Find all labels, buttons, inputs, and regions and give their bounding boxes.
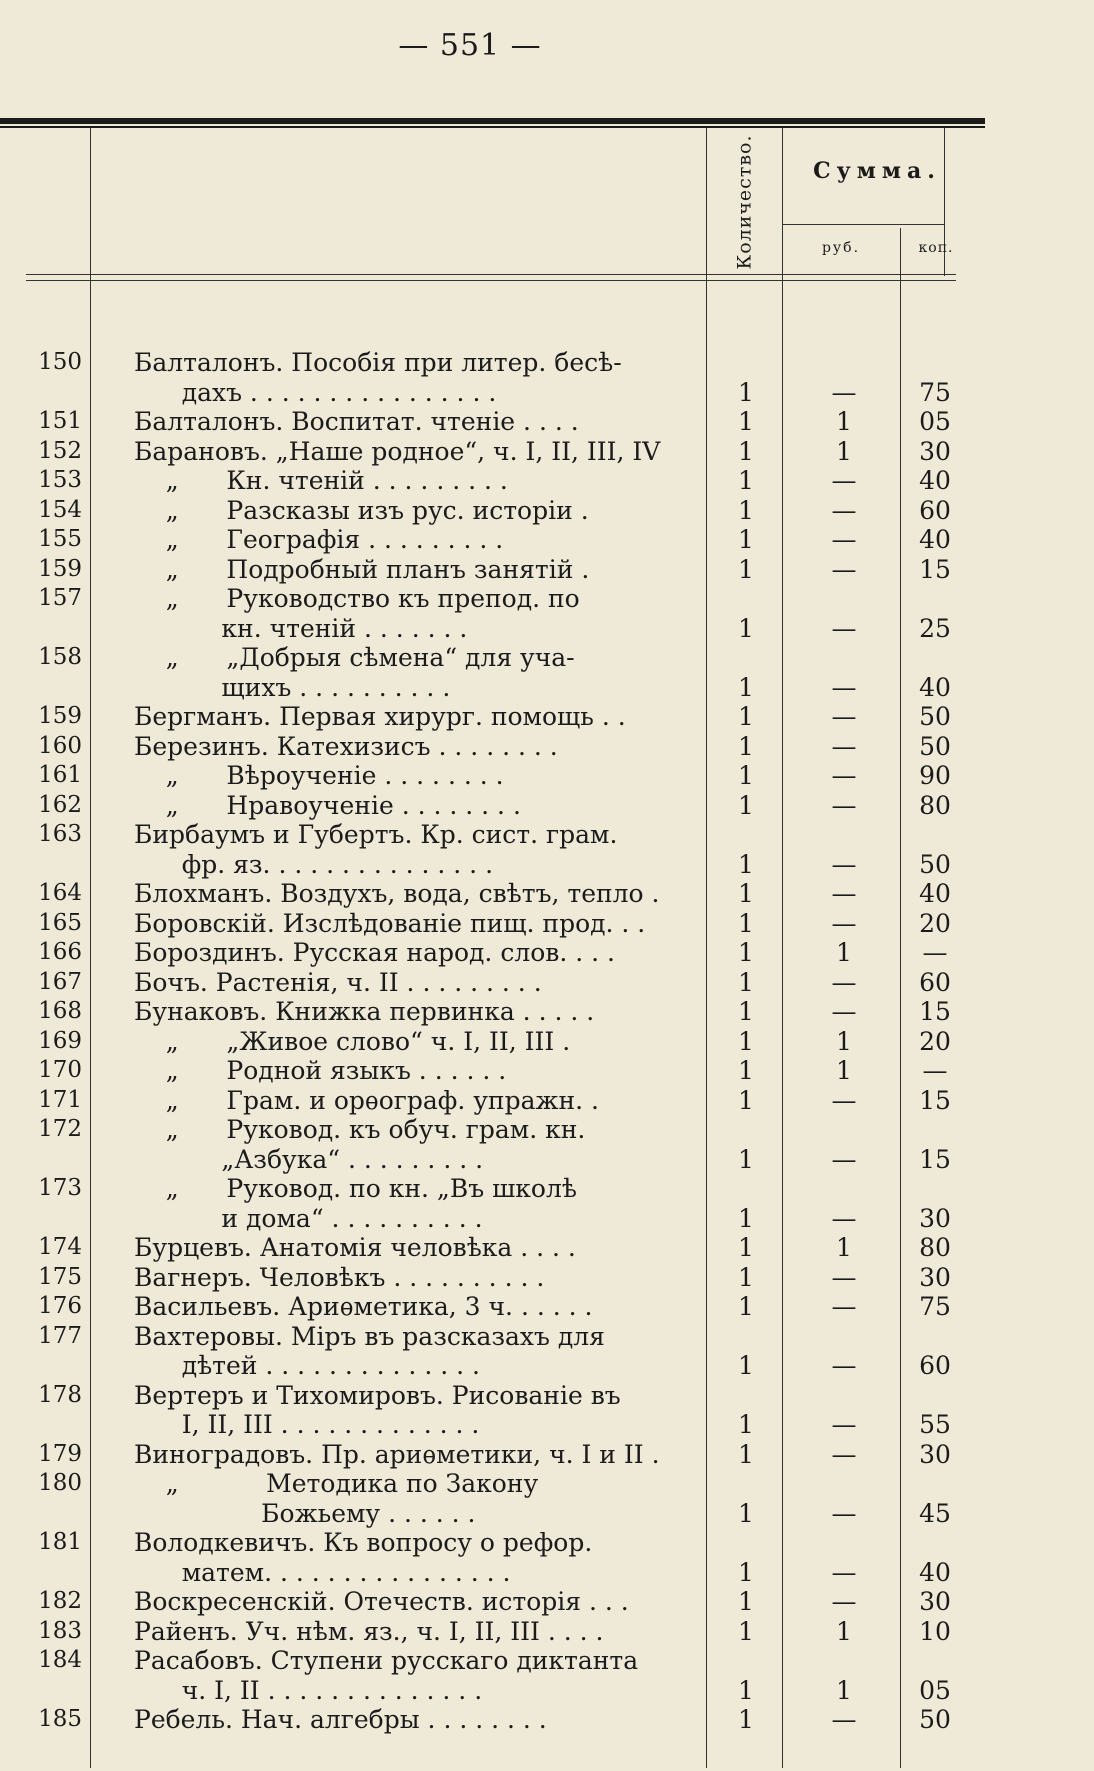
table-row xyxy=(26,1292,986,1322)
row-number: 185 xyxy=(38,1706,82,1732)
quantity-cell: 1 xyxy=(738,1410,754,1439)
row-number: 168 xyxy=(38,998,82,1024)
row-number: 165 xyxy=(38,909,82,936)
book-description: „ Методика по Закону Божьему . . . . . . xyxy=(165,1469,539,1528)
row-number: 162 xyxy=(38,791,82,818)
kop-cell: 75 xyxy=(919,377,951,407)
rub-cell: — xyxy=(831,790,857,820)
quantity-cell: 1 xyxy=(738,1292,754,1321)
row-number: 175 xyxy=(38,1263,82,1290)
rub-cell: — xyxy=(831,1144,857,1174)
book-description: „ Кн. чтеній . . . . . . . . . xyxy=(134,466,508,495)
book-description: „ Грам. и орѳограф. упражн. . xyxy=(134,1085,599,1115)
rub-cell: — xyxy=(831,495,857,525)
table-row xyxy=(26,702,986,732)
table-row xyxy=(26,997,986,1027)
ledger-table xyxy=(26,128,956,1768)
rub-cell: — xyxy=(831,1439,857,1469)
row-number: 171 xyxy=(38,1086,82,1113)
row-number: 173 xyxy=(38,1175,82,1201)
book-description: Барановъ. „Наше родное“, ч. I, II, III, IV xyxy=(134,436,661,466)
kop-cell: 05 xyxy=(919,1675,951,1705)
quantity-cell: 1 xyxy=(738,967,754,997)
row-number: 166 xyxy=(38,939,82,965)
kop-cell: 20 xyxy=(919,908,951,938)
table-row xyxy=(26,1646,986,1705)
table-row xyxy=(26,968,986,998)
quantity-cell: 1 xyxy=(738,466,754,495)
row-number: 178 xyxy=(38,1381,82,1408)
kop-cell: 40 xyxy=(919,672,951,702)
kop-cell: 60 xyxy=(919,967,951,997)
header-sum: Сумма. xyxy=(813,158,941,184)
book-description: Балталонъ. Воспитат. чтеніе . . . . xyxy=(134,407,579,436)
book-description: „ Подробный планъ занятій . xyxy=(134,554,590,584)
row-number: 172 xyxy=(38,1116,82,1142)
row-number: 151 xyxy=(38,408,82,434)
kop-cell: 30 xyxy=(919,436,951,466)
quantity-cell: 1 xyxy=(738,1705,754,1734)
rub-cell: — xyxy=(831,879,857,908)
kop-cell: 10 xyxy=(919,1616,951,1646)
row-number: 164 xyxy=(38,880,82,906)
quantity-cell: 1 xyxy=(738,731,754,761)
quantity-cell: 1 xyxy=(738,1557,754,1587)
table-row xyxy=(26,1174,986,1233)
rub-cell: — xyxy=(831,967,857,997)
book-description: „ Родной языкъ . . . . . . xyxy=(134,1056,507,1085)
row-number: 159 xyxy=(38,703,82,729)
row-number: 177 xyxy=(38,1322,82,1349)
rub-cell: — xyxy=(831,761,857,790)
rub-cell: 1 xyxy=(836,1675,852,1705)
table-row xyxy=(26,791,986,821)
table-row xyxy=(26,496,986,526)
rub-cell: 1 xyxy=(836,938,852,967)
table-row xyxy=(26,761,986,791)
kop-cell: 40 xyxy=(919,525,951,554)
quantity-cell: 1 xyxy=(738,879,754,908)
book-description: „ „Добрыя сѣмена“ для уча- щихъ . . . . . . . . . . xyxy=(165,643,575,702)
row-number: 183 xyxy=(38,1617,82,1644)
table-row xyxy=(26,1115,986,1174)
row-number: 169 xyxy=(38,1027,82,1054)
book-description: „ Руковод. по кн. „Въ школѣ и дома“ . . . . . . . . . . xyxy=(165,1174,577,1233)
table-row xyxy=(26,1263,986,1293)
header-kop: коп. xyxy=(918,240,954,256)
row-number: 167 xyxy=(38,968,82,995)
kop-cell: 30 xyxy=(919,1262,951,1292)
kop-cell: 30 xyxy=(919,1203,951,1233)
book-description: Балталонъ. Пособія при литер. бесѣ- дахъ . . . . . . . . . . . . . . . . xyxy=(134,348,622,407)
book-description: Володкевичъ. Къ вопросу о рефор. матем. . . . . . . . . . . . . . . . xyxy=(134,1528,593,1587)
rub-cell: 1 xyxy=(836,407,852,436)
rub-cell: — xyxy=(831,1587,857,1616)
quantity-cell: 1 xyxy=(738,761,754,790)
top-rule xyxy=(0,118,985,128)
row-number: 152 xyxy=(38,437,82,464)
row-number: 182 xyxy=(38,1588,82,1614)
quantity-cell: 1 xyxy=(738,790,754,820)
book-description: Бергманъ. Первая хирург. помощь . . xyxy=(134,702,626,731)
table-row xyxy=(26,1086,986,1116)
quantity-cell: 1 xyxy=(738,1056,754,1085)
kop-cell: 15 xyxy=(919,1085,951,1115)
row-number: 155 xyxy=(38,526,82,552)
row-number: 170 xyxy=(38,1057,82,1083)
quantity-cell: 1 xyxy=(738,1144,754,1174)
kop-cell: 50 xyxy=(919,702,951,731)
quantity-cell: 1 xyxy=(738,1675,754,1705)
table-row xyxy=(26,1469,986,1528)
quantity-cell: 1 xyxy=(738,1351,754,1380)
kop-cell: 80 xyxy=(919,1233,951,1262)
table-row xyxy=(26,584,986,643)
table-row xyxy=(26,525,986,555)
kop-cell: 30 xyxy=(919,1439,951,1469)
row-number: 153 xyxy=(38,467,82,493)
book-description: Райенъ. Уч. нѣм. яз., ч. I, II, III . . . . xyxy=(134,1616,604,1646)
book-description: „ Географія . . . . . . . . . xyxy=(134,525,504,554)
table-row xyxy=(26,1705,986,1735)
book-description: Расабовъ. Ступени русскаго диктанта ч. I, II . . . . . . . . . . . . . . xyxy=(134,1646,639,1705)
rub-cell: — xyxy=(831,466,857,495)
book-description: Березинъ. Катехизисъ . . . . . . . . xyxy=(134,731,558,761)
kop-cell: 15 xyxy=(919,997,951,1026)
quantity-cell: 1 xyxy=(738,672,754,702)
row-number: 179 xyxy=(38,1440,82,1467)
quantity-cell: 1 xyxy=(738,1203,754,1233)
rub-cell: 1 xyxy=(836,436,852,466)
table-row xyxy=(26,1056,986,1086)
kop-cell: 25 xyxy=(919,613,951,643)
book-description: Вагнеръ. Человѣкъ . . . . . . . . . . xyxy=(134,1262,545,1292)
book-description: Боровскій. Изслѣдованіе пищ. прод. . . xyxy=(134,908,646,938)
book-description: „ Руковод. къ обуч. грам. кн. „Азбука“ . . . . . . . . . xyxy=(165,1115,586,1174)
book-description: Васильевъ. Ариѳметика, 3 ч. . . . . . xyxy=(134,1292,593,1321)
row-number: 154 xyxy=(38,496,82,523)
table-row xyxy=(26,820,986,879)
table-row xyxy=(26,466,986,496)
quantity-cell: 1 xyxy=(738,702,754,731)
rub-cell: 1 xyxy=(836,1056,852,1085)
book-description: Вертеръ и Тихомировъ. Рисованіе въ I, II, III . . . . . . . . . . . . . xyxy=(134,1380,621,1439)
book-description: „ Разсказы изъ рус. исторіи . xyxy=(134,495,589,525)
rub-cell: — xyxy=(831,1351,857,1380)
header-rule xyxy=(26,280,956,281)
kop-cell: 15 xyxy=(919,554,951,584)
table-row xyxy=(26,1617,986,1647)
kop-cell: 60 xyxy=(919,1351,951,1380)
book-description: Бурцевъ. Анатомія человѣка . . . . xyxy=(134,1233,576,1262)
table-row xyxy=(26,555,986,585)
rub-cell: — xyxy=(831,1557,857,1587)
rub-cell: — xyxy=(831,1705,857,1734)
kop-cell: 80 xyxy=(919,790,951,820)
header-rub: руб. xyxy=(821,240,861,256)
quantity-cell: 1 xyxy=(738,1085,754,1115)
quantity-cell: 1 xyxy=(738,849,754,879)
book-description: Ребель. Нач. алгебры . . . . . . . . xyxy=(134,1705,547,1734)
row-number: 159 xyxy=(38,555,82,582)
row-number: 158 xyxy=(38,644,82,670)
quantity-cell: 1 xyxy=(738,525,754,554)
rub-cell: 1 xyxy=(836,1026,852,1056)
book-description: „ „Живое слово“ ч. I, II, III . xyxy=(134,1026,571,1056)
rub-cell: — xyxy=(831,849,857,879)
kop-cell: 45 xyxy=(919,1498,951,1528)
kop-cell: 40 xyxy=(919,466,951,495)
quantity-cell: 1 xyxy=(738,377,754,407)
quantity-cell: 1 xyxy=(738,613,754,643)
rub-cell: — xyxy=(831,525,857,554)
table-row xyxy=(26,1027,986,1057)
kop-cell: 50 xyxy=(919,1705,951,1734)
row-number: 150 xyxy=(38,349,82,375)
row-number: 157 xyxy=(38,585,82,611)
rub-cell: — xyxy=(831,997,857,1026)
book-description: Бороздинъ. Русская народ. слов. . . . xyxy=(134,938,615,967)
table-row xyxy=(26,1233,986,1263)
kop-cell: 50 xyxy=(919,731,951,761)
rub-cell: — xyxy=(831,1085,857,1115)
quantity-cell: 1 xyxy=(738,1233,754,1262)
rub-cell: — xyxy=(831,731,857,761)
quantity-cell: 1 xyxy=(738,908,754,938)
kop-cell: 40 xyxy=(919,879,951,908)
kop-cell: 75 xyxy=(919,1292,951,1321)
table-row xyxy=(26,879,986,909)
kop-cell: 50 xyxy=(919,849,951,879)
row-number: 163 xyxy=(38,821,82,847)
book-description: Бирбаумъ и Губертъ. Кр. сист. грам. фр. яз. . . . . . . . . . . . . . . xyxy=(134,820,618,879)
rub-cell: — xyxy=(831,613,857,643)
book-description: Бунаковъ. Книжка первинка . . . . . xyxy=(134,997,595,1026)
kop-cell: 40 xyxy=(919,1557,951,1587)
table-row xyxy=(26,909,986,939)
row-number: 184 xyxy=(38,1647,82,1673)
quantity-cell: 1 xyxy=(738,1587,754,1616)
table-row xyxy=(26,1322,986,1381)
table-row xyxy=(26,938,986,968)
quantity-cell: 1 xyxy=(738,495,754,525)
rub-cell: 1 xyxy=(836,1233,852,1262)
quantity-cell: 1 xyxy=(738,938,754,967)
table-row xyxy=(26,1587,986,1617)
quantity-cell: 1 xyxy=(738,1026,754,1056)
kop-cell: 60 xyxy=(919,495,951,525)
row-number: 174 xyxy=(38,1234,82,1260)
header-count: Количество. xyxy=(733,134,756,270)
kop-cell: — xyxy=(922,1056,948,1085)
book-description: Бочъ. Растенія, ч. II . . . . . . . . . xyxy=(134,967,542,997)
table-row xyxy=(26,348,986,407)
rub-cell: — xyxy=(831,1203,857,1233)
page-number: — 551 — xyxy=(398,28,542,63)
quantity-cell: 1 xyxy=(738,1262,754,1292)
kop-cell: 05 xyxy=(919,407,951,436)
rub-cell: — xyxy=(831,377,857,407)
rub-cell: — xyxy=(831,1262,857,1292)
table-row xyxy=(26,1528,986,1587)
row-number: 160 xyxy=(38,732,82,759)
kop-cell: 90 xyxy=(919,761,951,790)
quantity-cell: 1 xyxy=(738,554,754,584)
table-row xyxy=(26,732,986,762)
rub-cell: — xyxy=(831,1498,857,1528)
quantity-cell: 1 xyxy=(738,1616,754,1646)
quantity-cell: 1 xyxy=(738,407,754,436)
book-description: „ Нравоученіе . . . . . . . . xyxy=(134,790,521,820)
rub-cell: — xyxy=(831,1410,857,1439)
table-row xyxy=(26,407,986,437)
quantity-cell: 1 xyxy=(738,436,754,466)
rub-cell: 1 xyxy=(836,1616,852,1646)
header-rule xyxy=(26,274,956,275)
table-row xyxy=(26,437,986,467)
rub-cell: — xyxy=(831,672,857,702)
table-row xyxy=(26,643,986,702)
rub-cell: — xyxy=(831,1292,857,1321)
kop-cell: — xyxy=(922,938,948,967)
book-description: Блохманъ. Воздухъ, вода, свѣтъ, тепло . xyxy=(134,879,660,908)
book-description: Виноградовъ. Пр. ариѳметики, ч. I и II . xyxy=(134,1439,660,1469)
kop-cell: 30 xyxy=(919,1587,951,1616)
row-number: 181 xyxy=(38,1529,82,1555)
book-description: „ Вѣроученіе . . . . . . . . xyxy=(134,761,504,790)
book-description: „ Руководство къ препод. по кн. чтеній . . . . . . . xyxy=(165,584,580,643)
rub-cell: — xyxy=(831,908,857,938)
rub-cell: — xyxy=(831,554,857,584)
kop-cell: 15 xyxy=(919,1144,951,1174)
book-description: Воскресенскій. Отечеств. исторія . . . xyxy=(134,1587,629,1616)
row-number: 180 xyxy=(38,1470,82,1496)
quantity-cell: 1 xyxy=(738,997,754,1026)
rub-cell: — xyxy=(831,702,857,731)
quantity-cell: 1 xyxy=(738,1498,754,1528)
row-number: 161 xyxy=(38,762,82,788)
quantity-cell: 1 xyxy=(738,1439,754,1469)
header-rule xyxy=(782,224,944,225)
kop-cell: 55 xyxy=(919,1410,951,1439)
kop-cell: 20 xyxy=(919,1026,951,1056)
book-description: Вахтеровы. Міръ въ разсказахъ для дѣтей . . . . . . . . . . . . . . xyxy=(134,1321,605,1380)
row-number: 176 xyxy=(38,1293,82,1319)
table-rows xyxy=(26,348,986,1735)
table-row xyxy=(26,1440,986,1470)
table-row xyxy=(26,1381,986,1440)
